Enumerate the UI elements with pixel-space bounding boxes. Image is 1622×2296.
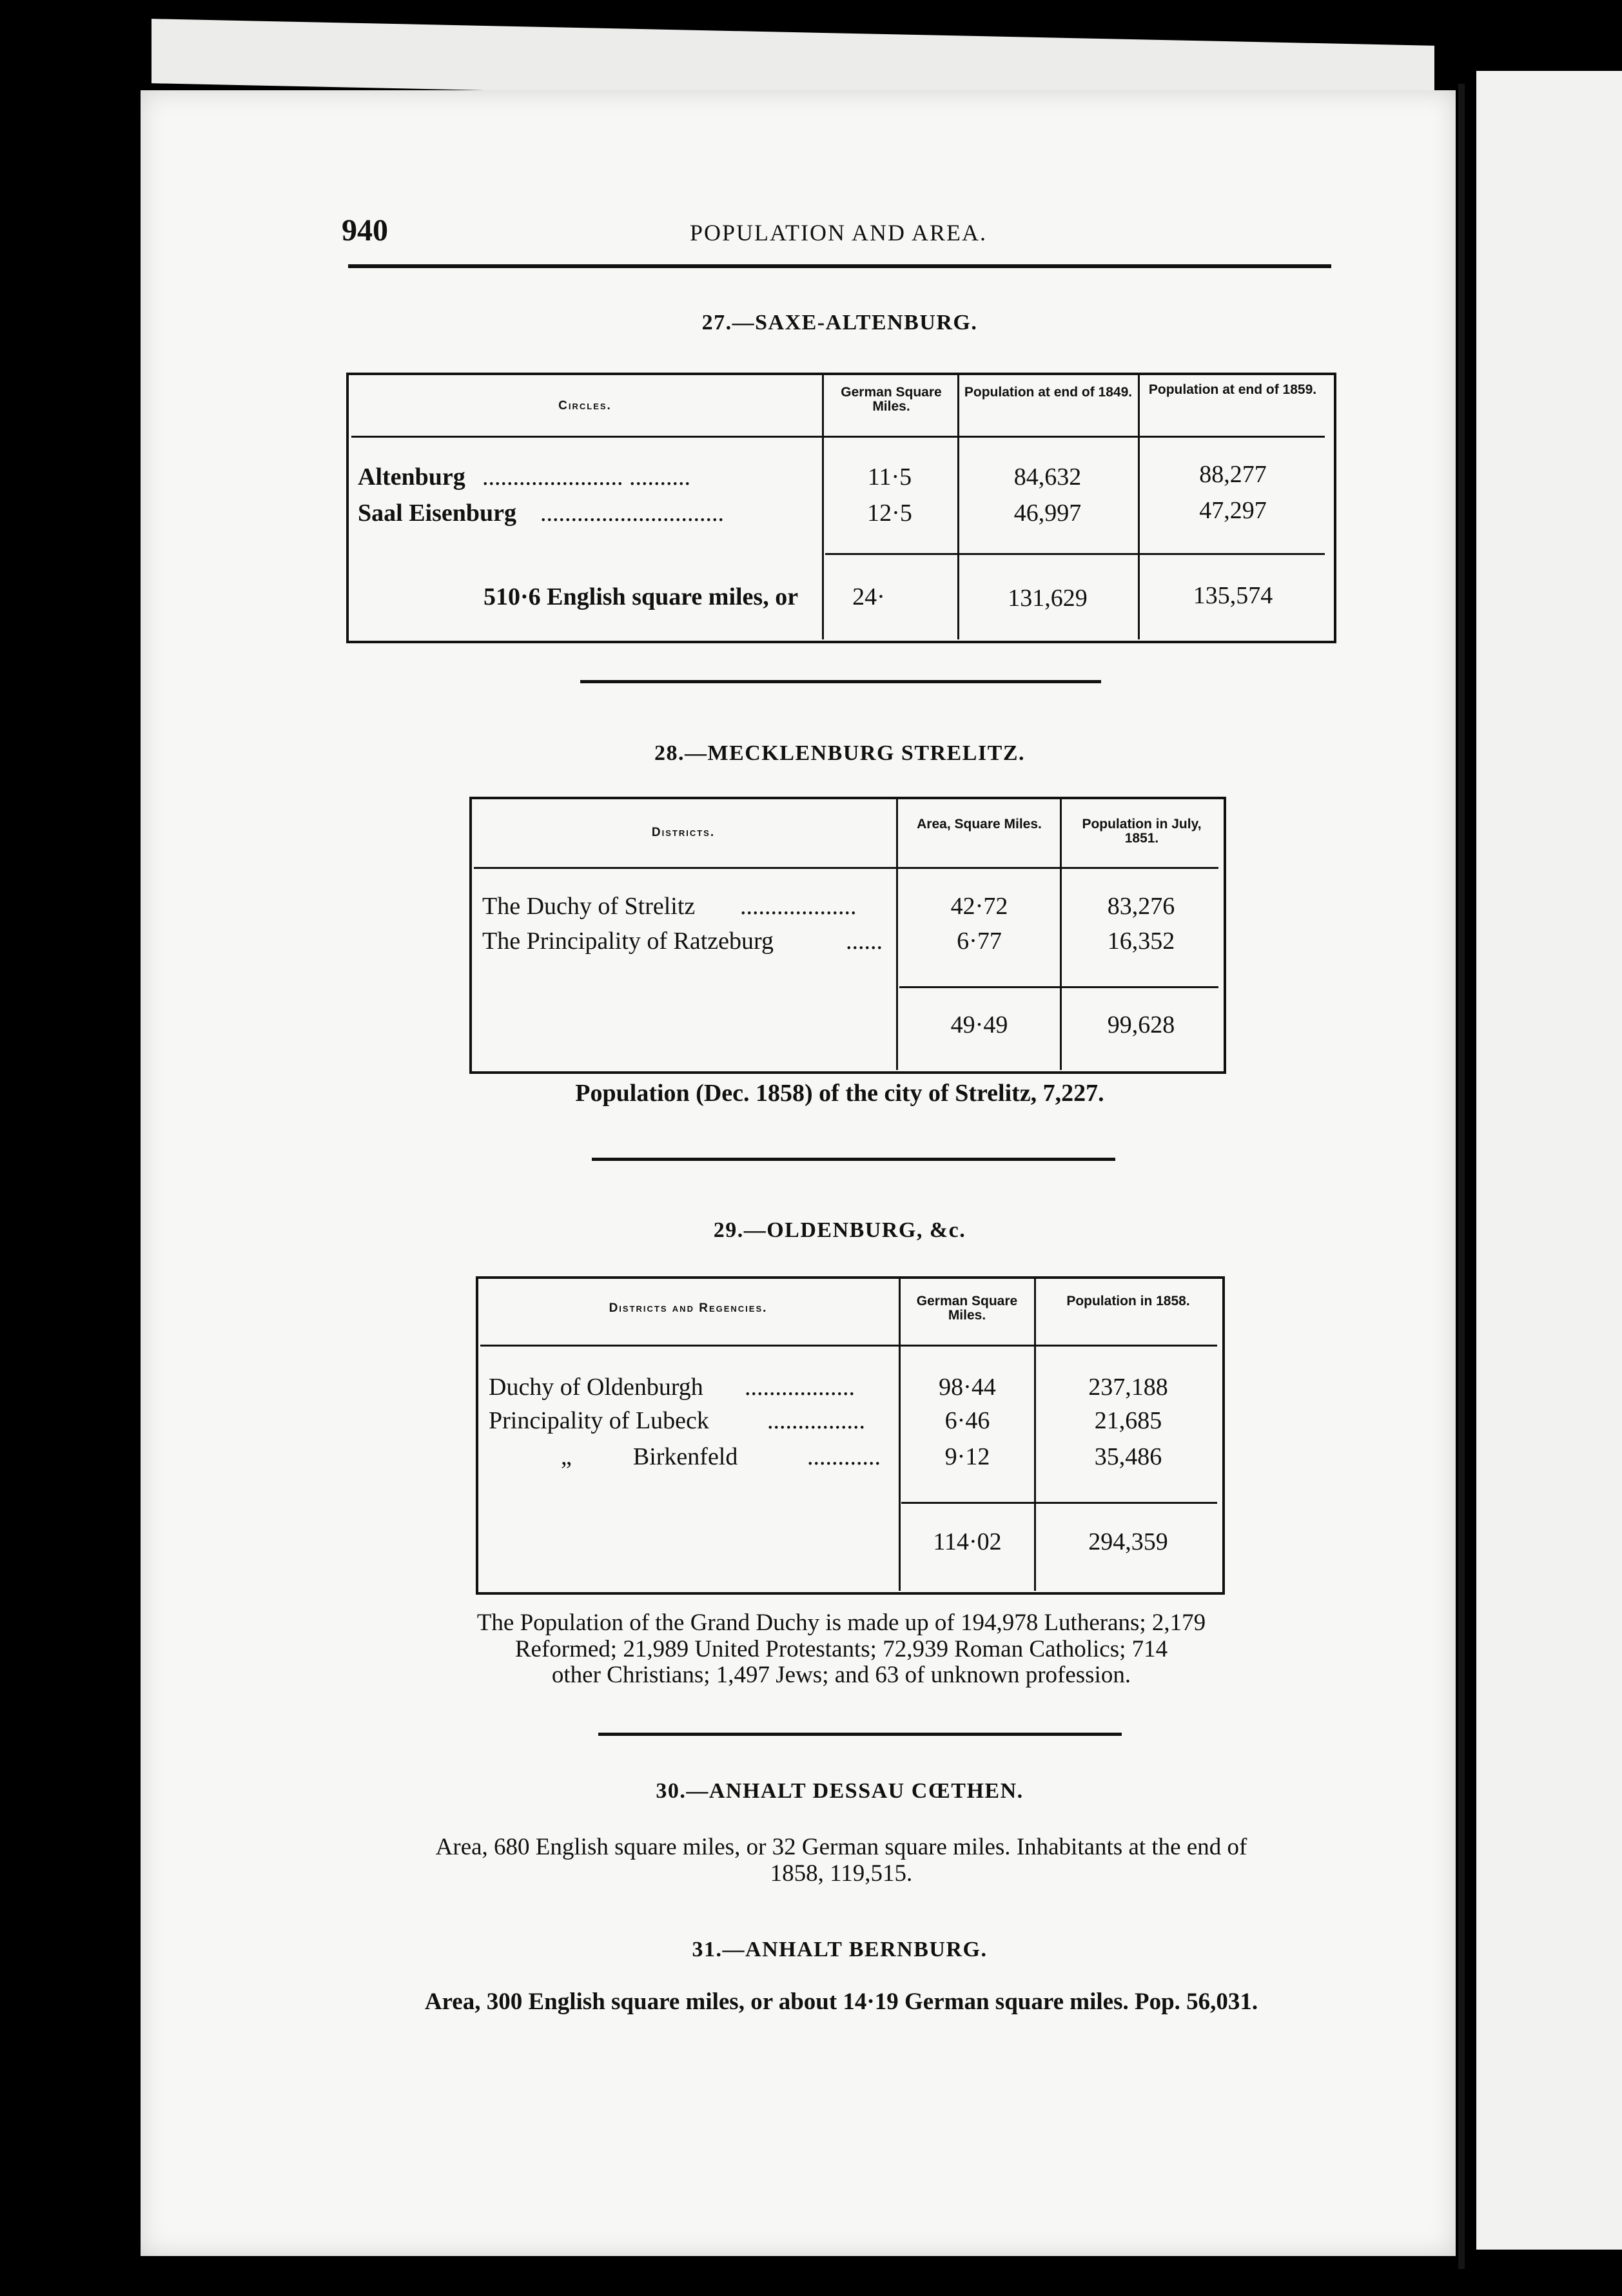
leader-dots: ...... [846, 928, 883, 955]
column-header: German Square Miles. [916, 1294, 1018, 1323]
population-total: 135,574 [1193, 582, 1273, 609]
section-divider [592, 1158, 1115, 1161]
text-line: Area, 680 English square miles, or 32 German square miles. Inhabitants at the end of [435, 1834, 1247, 1860]
header-rule [348, 264, 1331, 268]
note-line: Reformed; 21,989 United Protestants; 72,939 Roman Catholics; 714 [514, 1635, 1168, 1662]
area-total: 24· [852, 583, 885, 610]
population-value: 21,685 [1094, 1407, 1162, 1434]
note-line: The Population of the Grand Duchy is made up of 194,978 Lutherans; 2,179 [476, 1610, 1206, 1636]
row-label: Principality of Lubeck [489, 1407, 709, 1434]
column-header: Districts. [651, 826, 716, 839]
oldenburg-religion-note [361, 1610, 1322, 1689]
column-header: Circles. [558, 399, 612, 413]
row-label: The Duchy of Strelitz [482, 893, 696, 920]
leader-dots: ....................... .......... [482, 463, 690, 491]
population-value: 47,297 [1199, 497, 1267, 524]
column-divider [896, 798, 898, 1070]
row-label: Saal Eisenburg [358, 500, 517, 527]
population-value: 84,632 [1013, 463, 1082, 491]
column-header: Area, Square Miles. [917, 817, 1042, 832]
total-divider [901, 1502, 1217, 1504]
column-header: Population in July, 1851. [1082, 817, 1202, 846]
row-label: „ Birkenfeld [561, 1443, 738, 1470]
population-value: 46,997 [1013, 500, 1082, 527]
section-title-anhalt-bernburg: 31.—ANHALT BERNBURG. [692, 1938, 988, 1961]
row-label: Altenburg [358, 463, 465, 491]
leader-dots: ............ [807, 1443, 881, 1470]
row-label: The Principality of Ratzeburg [482, 928, 774, 955]
column-header: Population at end of 1859. [1148, 382, 1317, 397]
area-value: 98·44 [939, 1374, 996, 1401]
total-divider [825, 553, 1325, 555]
strelitz-city-note: Population (Dec. 1858) of the city of Strelitz, 7,227. [575, 1080, 1104, 1107]
column-divider [1060, 798, 1062, 1070]
leader-dots: .................. [745, 1374, 855, 1401]
anhalt-bernburg-text: Area, 300 English square miles, or about 14·19 German square miles. Pop. 56,031. [424, 1989, 1258, 2015]
section-divider [580, 680, 1101, 683]
column-header: Population in 1858. [1066, 1294, 1190, 1309]
column-header: Districts and Regencies. [609, 1301, 768, 1315]
area-value: 6·77 [957, 928, 1002, 955]
area-total: 114·02 [933, 1528, 1002, 1555]
population-value: 16,352 [1107, 928, 1175, 955]
column-header: German Square Miles. [841, 385, 942, 414]
population-total: 99,628 [1107, 1011, 1175, 1038]
note-line: other Christians; 1,497 Jews; and 63 of unknown profession. [551, 1662, 1131, 1689]
section-title-anhalt-dessau: 30.—ANHALT DESSAU CŒTHEN. [656, 1779, 1024, 1803]
population-value: 237,188 [1088, 1374, 1168, 1401]
total-label: 510·6 English square miles, or [484, 583, 799, 610]
header-divider [351, 436, 1325, 438]
page-gutter-shadow [1458, 84, 1465, 2269]
header-divider [480, 1345, 1217, 1347]
area-total: 49·49 [950, 1011, 1008, 1038]
population-total: 131,629 [1008, 585, 1088, 612]
facing-page-edge [1476, 71, 1622, 2250]
column-header: Population at end of 1849. [964, 385, 1133, 400]
column-divider [822, 374, 824, 639]
column-divider [957, 374, 959, 639]
text-line: 1858, 119,515. [770, 1860, 913, 1887]
population-total: 294,359 [1088, 1528, 1168, 1555]
total-divider [899, 986, 1218, 988]
section-title-saxe-altenburg: 27.—SAXE-ALTENBURG. [701, 311, 978, 335]
leader-dots: ................ [767, 1407, 865, 1434]
population-value: 88,277 [1199, 461, 1267, 488]
anhalt-dessau-text [348, 1834, 1334, 1887]
row-label: Duchy of Oldenburgh [489, 1374, 703, 1401]
running-title: POPULATION AND AREA. [690, 220, 988, 246]
leader-dots: .............................. [540, 500, 724, 527]
area-value: 12·5 [867, 500, 912, 527]
section-title-mecklenburg-strelitz: 28.—MECKLENBURG STRELITZ. [654, 741, 1025, 765]
population-value: 35,486 [1094, 1443, 1162, 1470]
section-title-oldenburg: 29.—OLDENBURG, &c. [713, 1218, 966, 1242]
area-value: 6·46 [944, 1407, 990, 1434]
column-divider [1034, 1278, 1036, 1591]
area-value: 9·12 [944, 1443, 990, 1470]
page-number: 940 [342, 213, 388, 248]
area-value: 42·72 [950, 893, 1008, 920]
area-value: 11·5 [867, 463, 912, 491]
column-divider [899, 1278, 901, 1591]
leader-dots: ................... [740, 893, 857, 920]
column-divider [1138, 374, 1140, 639]
population-value: 83,276 [1107, 893, 1175, 920]
header-divider [474, 867, 1218, 869]
section-divider [598, 1733, 1122, 1736]
